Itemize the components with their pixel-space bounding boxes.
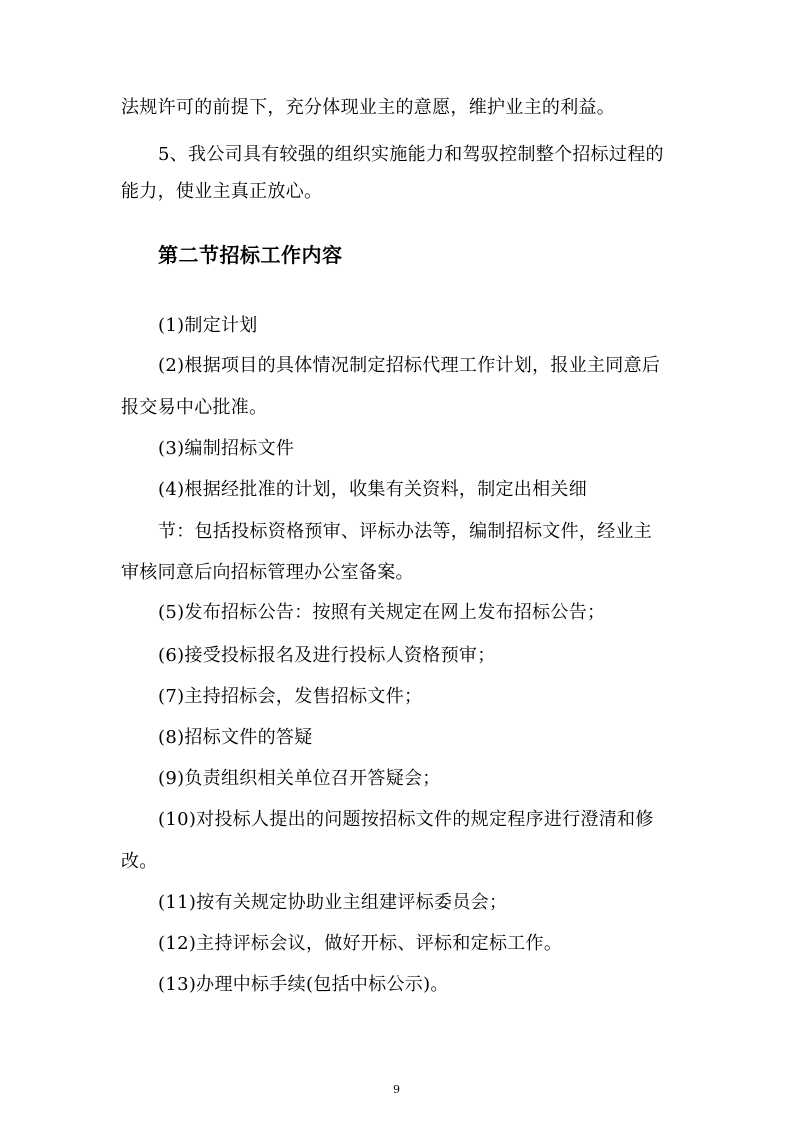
paragraph-line: 能力，使业主真正放心。 bbox=[121, 181, 323, 202]
list-item-continuation: 改。 bbox=[121, 851, 158, 872]
list-item-continuation: 审核同意后向招标管理办公室备案。 bbox=[121, 562, 414, 583]
list-item: (11)按有关规定协助业主组建评标委员会； bbox=[158, 892, 508, 913]
list-item: (4)根据经批准的计划，收集有关资料，制定出相关细 bbox=[158, 479, 587, 500]
list-item-continuation: 报交易中心批准。 bbox=[121, 397, 268, 418]
paragraph-line: 5、我公司具有较强的组织实施能力和驾驭控制整个招标过程的 bbox=[158, 144, 664, 165]
list-item: (5)发布招标公告：按照有关规定在网上发布招标公告； bbox=[158, 602, 606, 623]
list-item: (13)办理中标手续(包括中标公示)。 bbox=[158, 974, 449, 995]
page-number: 9 bbox=[393, 1083, 400, 1096]
list-item-continuation: 节：包括投标资格预审、评标办法等，编制招标文件，经业主 bbox=[158, 521, 653, 542]
list-item: (7)主持招标会，发售招标文件； bbox=[158, 686, 423, 707]
list-item: (8)招标文件的答疑 bbox=[158, 727, 313, 748]
list-item: (12)主持评标会议，做好开标、评标和定标工作。 bbox=[158, 933, 563, 954]
section-heading: 第二节招标工作内容 bbox=[158, 243, 343, 267]
list-item: (3)编制招标文件 bbox=[158, 438, 295, 459]
paragraph-line: 法规许可的前提下，充分体现业主的意愿，维护业主的利益。 bbox=[121, 97, 616, 118]
list-item: (2)根据项目的具体情况制定招标代理工作计划，报业主同意后 bbox=[158, 355, 661, 376]
list-item: (9)负责组织相关单位召开答疑会； bbox=[158, 768, 441, 789]
list-item: (10)对投标人提出的问题按招标文件的规定程序进行澄清和修 bbox=[158, 809, 654, 830]
list-item: (6)接受投标报名及进行投标人资格预审； bbox=[158, 645, 496, 666]
list-item: (1)制定计划 bbox=[158, 315, 258, 336]
